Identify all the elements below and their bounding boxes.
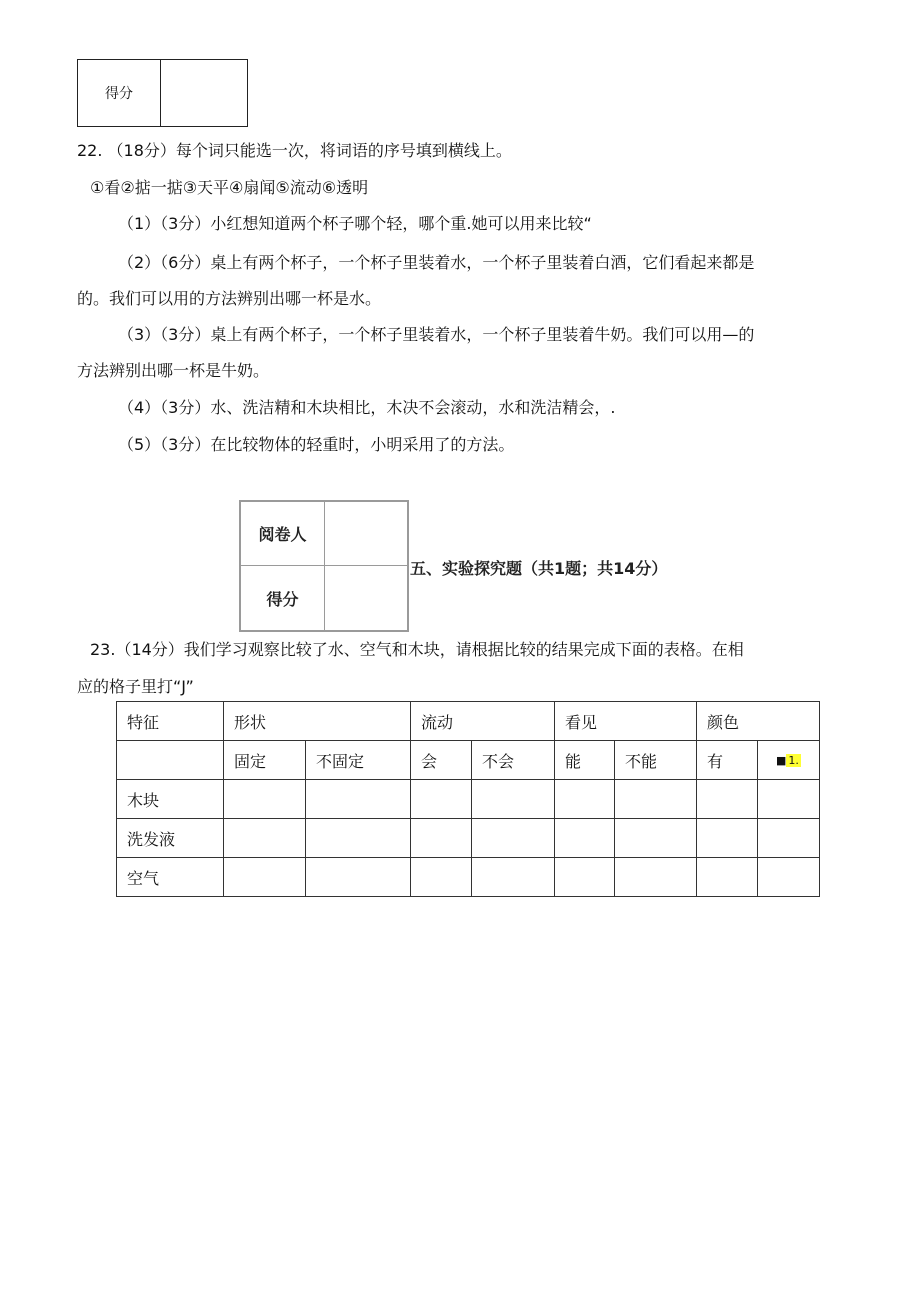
table-row bbox=[117, 780, 820, 819]
reviewer-score-box bbox=[239, 500, 409, 632]
subheader-cell: 不固定 bbox=[306, 741, 411, 780]
score-box-top bbox=[77, 59, 248, 127]
q22-options: ①看②掂一掂③天平④扇闻⑤流动⑥透明 bbox=[90, 178, 369, 197]
subheader-cell-last bbox=[758, 741, 820, 780]
table-subheader-row bbox=[117, 741, 820, 780]
answer-cell[interactable] bbox=[697, 780, 758, 819]
highlight-mark: 1. bbox=[788, 753, 799, 767]
answer-cell[interactable] bbox=[411, 819, 472, 858]
answer-cell[interactable] bbox=[224, 819, 306, 858]
reviewer-label: 阅卷人 bbox=[241, 502, 325, 566]
answer-cell[interactable] bbox=[555, 819, 615, 858]
subheader-empty bbox=[117, 741, 224, 780]
comparison-table bbox=[116, 701, 820, 897]
reviewer-score-label: 得分 bbox=[241, 566, 325, 630]
score-blank-cell[interactable] bbox=[160, 60, 247, 126]
q22-item-2: （2）（6分）桌上有两个杯子，一个杯子里装着水，一个杯子里装着白酒，它们看起来都是 bbox=[118, 253, 755, 272]
answer-cell[interactable] bbox=[615, 780, 697, 819]
header-see: 看见 bbox=[555, 702, 697, 741]
answer-cell[interactable] bbox=[472, 780, 555, 819]
answer-cell[interactable] bbox=[758, 858, 820, 897]
answer-cell[interactable] bbox=[615, 819, 697, 858]
answer-cell[interactable] bbox=[224, 780, 306, 819]
q22-item-5: （5）（3分）在比较物体的轻重时，小明采用了的方法。 bbox=[118, 435, 515, 454]
answer-cell[interactable] bbox=[555, 780, 615, 819]
answer-cell[interactable] bbox=[758, 780, 820, 819]
answer-cell[interactable] bbox=[697, 819, 758, 858]
header-shape: 形状 bbox=[224, 702, 411, 741]
mark-square: ■ bbox=[776, 753, 787, 767]
subheader-cell: 固定 bbox=[224, 741, 306, 780]
q22-item-3: （3）（3分）桌上有两个杯子，一个杯子里装着水，一个杯子里装着牛奶。我们可以用—的 bbox=[118, 325, 755, 344]
answer-cell[interactable] bbox=[411, 858, 472, 897]
reviewer-score-blank-cell[interactable] bbox=[325, 566, 407, 630]
q22-item-3-cont: 方法辨别出哪一杯是牛奶。 bbox=[77, 361, 270, 380]
answer-cell[interactable] bbox=[758, 819, 820, 858]
row-label: 洗发液 bbox=[117, 819, 224, 858]
q22-item-2-cont: 的。我们可以用的方法辨别出哪一杯是水。 bbox=[77, 289, 382, 308]
header-flow: 流动 bbox=[411, 702, 555, 741]
answer-cell[interactable] bbox=[615, 858, 697, 897]
table-header-row bbox=[117, 702, 820, 741]
answer-cell[interactable] bbox=[306, 819, 411, 858]
subheader-cell: 有 bbox=[697, 741, 758, 780]
score-label: 得分 bbox=[105, 86, 133, 102]
table-row bbox=[117, 819, 820, 858]
answer-cell[interactable] bbox=[472, 819, 555, 858]
q22-header: 22. （18分）每个词只能选一次，将词语的序号填到横线上。 bbox=[77, 141, 512, 160]
answer-cell[interactable] bbox=[472, 858, 555, 897]
subheader-cell: 能 bbox=[555, 741, 615, 780]
header-feature: 特征 bbox=[117, 702, 224, 741]
answer-cell[interactable] bbox=[697, 858, 758, 897]
q22-item-4: （4）（3分）水、洗洁精和木块相比，木决不会滚动，水和洗洁精会，. bbox=[118, 398, 616, 417]
q23-line-1: 23.（14分）我们学习观察比较了水、空气和木块，请根据比较的结果完成下面的表格。在相 bbox=[90, 640, 744, 659]
table-row bbox=[117, 858, 820, 897]
answer-cell[interactable] bbox=[224, 858, 306, 897]
q22-item-1: （1）（3分）小红想知道两个杯子哪个轻，哪个重.她可以用来比较“ bbox=[118, 214, 592, 233]
answer-cell[interactable] bbox=[555, 858, 615, 897]
reviewer-blank-cell[interactable] bbox=[325, 502, 407, 566]
answer-cell[interactable] bbox=[411, 780, 472, 819]
header-color: 颜色 bbox=[697, 702, 820, 741]
answer-cell[interactable] bbox=[306, 858, 411, 897]
subheader-cell: 不能 bbox=[615, 741, 697, 780]
q23-line-2: 应的格子里打“J” bbox=[77, 677, 194, 696]
answer-cell[interactable] bbox=[306, 780, 411, 819]
subheader-cell: 会 bbox=[411, 741, 472, 780]
subheader-cell: 不会 bbox=[472, 741, 555, 780]
row-label: 空气 bbox=[117, 858, 224, 897]
section-title: 五、实验探究题（共1题；共14分） bbox=[410, 559, 668, 578]
row-label: 木块 bbox=[117, 780, 224, 819]
